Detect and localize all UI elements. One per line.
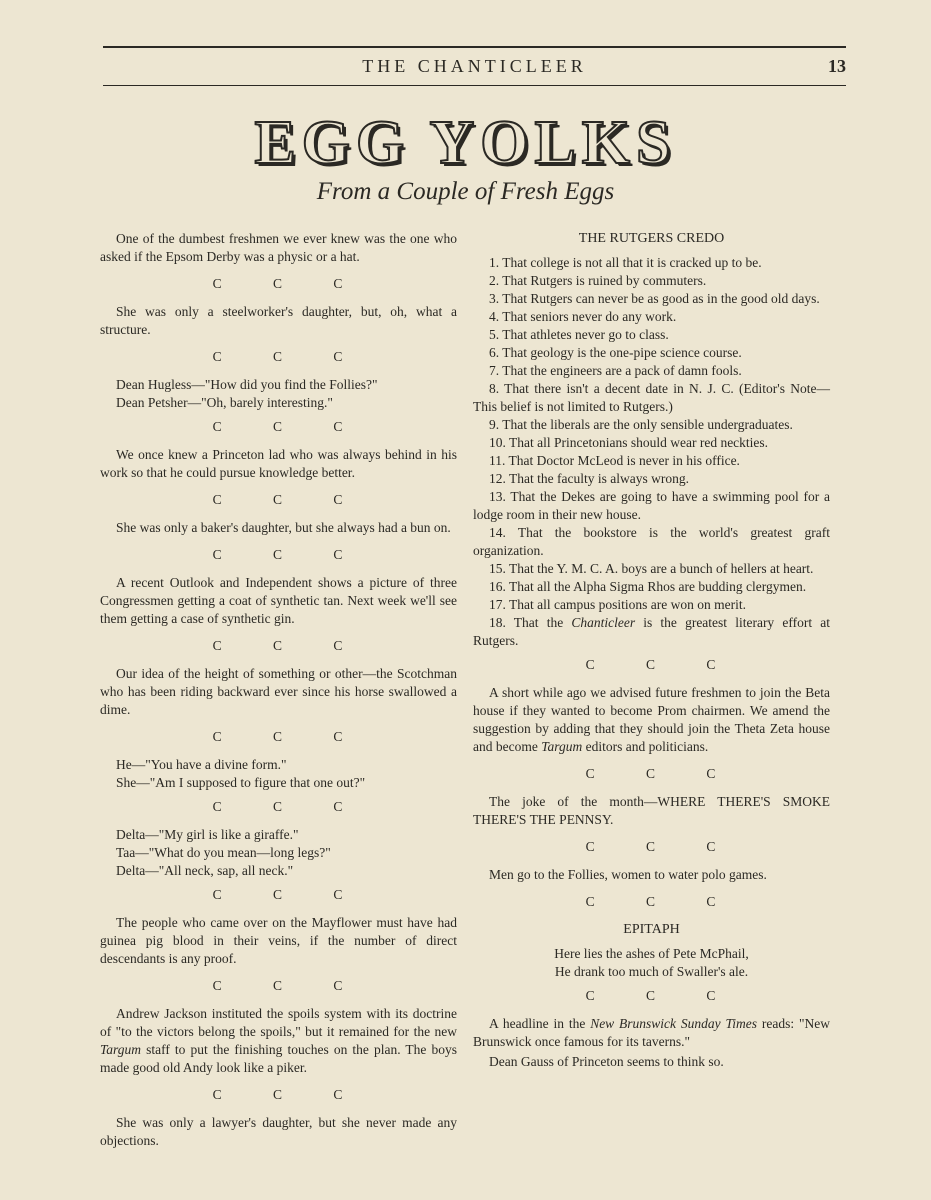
dialogue-line: She—"Am I supposed to figure that one out?": [116, 775, 366, 790]
text-run: is the greatest literary effort at Rutgers.: [473, 615, 830, 648]
dialogue-line: Delta—"My girl is like a giraffe.": [116, 827, 299, 842]
separator: C C C: [585, 894, 740, 909]
joke-paragraph: The joke of the month—WHERE THERE'S SMOKE THERE'S THE PENNSY.: [473, 794, 830, 827]
text-run: A headline in the: [489, 1016, 591, 1031]
separator: C C C: [212, 729, 367, 744]
joke-paragraph: Our idea of the height of something or other—the Scotchman who has been riding backward ever since his horse swallowed a dime.: [100, 666, 457, 717]
credo-item: 17. That all campus positions are won on merit.: [489, 597, 746, 612]
credo-item: 15. That the Y. M. C. A. boys are a bunch of hellers at heart.: [489, 561, 814, 576]
credo-item: [473, 614, 830, 650]
joke-paragraph: We once knew a Princeton lad who was always behind in his work so that he could pursue knowledge better.: [100, 447, 457, 480]
separator: C C C: [585, 657, 740, 672]
dialogue-line: Taa—"What do you mean—long legs?": [116, 845, 331, 860]
publication-title: Targum: [541, 739, 583, 754]
credo-item: 12. That the faculty is always wrong.: [489, 471, 689, 486]
credo-item: 3. That Rutgers can never be as good as in the good old days.: [489, 291, 820, 306]
text-run: A short while ago we advised future freshmen to join the Beta house if they wanted to become Prom chairmen. We amend the suggestion by adding that they should join the Theta Zeta house and become: [473, 685, 830, 754]
page-number: 13: [828, 56, 846, 76]
separator: C C C: [212, 638, 367, 653]
text-run: Andrew Jackson instituted the spoils system with its doctrine of "to the victors belong the spoils," but it remained for the new: [100, 1006, 457, 1039]
credo-item: 10. That all Princetonians should wear red neckties.: [489, 435, 769, 450]
joke-paragraph: [100, 1005, 457, 1077]
separator: C C C: [212, 799, 367, 814]
left-column: [100, 230, 457, 1159]
separator: C C C: [212, 1087, 367, 1102]
joke-paragraph: One of the dumbest freshmen we ever knew was the one who asked if the Epsom Derby was a physic or a hat.: [100, 231, 457, 264]
separator: C C C: [212, 276, 367, 291]
joke-paragraph: Men go to the Follies, women to water polo games.: [489, 867, 767, 882]
publication-title: Chanticleer: [571, 615, 636, 630]
credo-item: 8. That there isn't a decent date in N. J. C. (Editor's Note—This belief is not limited to Rutgers.): [473, 381, 830, 414]
credo-item: 1. That college is not all that it is cracked up to be.: [489, 255, 762, 270]
credo-item: 13. That the Dekes are going to have a swimming pool for a lodge room in their new house.: [473, 489, 830, 522]
article-subtitle: From a Couple of Fresh Eggs: [316, 178, 615, 205]
text-run: staff to put the finishing touches on the plan. The boys made good old Andy look like a piker.: [100, 1042, 457, 1075]
epitaph-line: Here lies the ashes of Pete McPhail,: [554, 946, 749, 961]
publication-title: Targum: [100, 1042, 142, 1057]
separator: C C C: [212, 349, 367, 364]
separator: C C C: [212, 547, 367, 562]
credo-item: 9. That the liberals are the only sensible undergraduates.: [489, 417, 793, 432]
publication-title: New Brunswick Sunday Times: [590, 1016, 758, 1031]
dialogue-line: Delta—"All neck, sap, all neck.": [116, 863, 294, 878]
credo-item: 2. That Rutgers is ruined by commuters.: [489, 273, 707, 288]
credo-item: 11. That Doctor McLeod is never in his office.: [489, 453, 740, 468]
separator: C C C: [212, 492, 367, 507]
credo-title: THE RUTGERS CREDO: [578, 231, 725, 246]
separator: C C C: [212, 419, 367, 434]
article-title: EGG YOLKS: [254, 109, 677, 177]
dialogue-line: Dean Hugless—"How did you find the Follies?": [116, 377, 378, 392]
separator: C C C: [585, 988, 740, 1003]
credo-item: 16. That all the Alpha Sigma Rhos are budding clergymen.: [489, 579, 807, 594]
text-run: 18. That the: [489, 615, 572, 630]
credo-item: 7. That the engineers are a pack of damn fools.: [489, 363, 742, 378]
joke-paragraph: Dean Gauss of Princeton seems to think so.: [489, 1054, 724, 1069]
text-run: reads: "New Brunswick once famous for its taverns.": [473, 1016, 830, 1049]
joke-paragraph: [473, 1015, 830, 1051]
joke-paragraph: She was only a steelworker's daughter, but, oh, what a structure.: [100, 304, 457, 337]
credo-item: 14. That the bookstore is the world's greatest graft organization.: [473, 525, 830, 558]
header-rule-top: [103, 46, 846, 48]
joke-paragraph: A recent Outlook and Independent shows a picture of three Congressmen getting a coat of synthetic tan. Next week we'll see them getting a case of synthetic gin.: [100, 575, 457, 626]
header-rule-bottom: [103, 85, 846, 86]
joke-paragraph: She was only a baker's daughter, but she always had a bun on.: [116, 520, 451, 535]
dialogue-line: Dean Petsher—"Oh, barely interesting.": [116, 395, 333, 410]
epitaph-line: He drank too much of Swaller's ale.: [554, 964, 749, 979]
separator: C C C: [585, 839, 740, 854]
credo-item: 5. That athletes never go to class.: [489, 327, 669, 342]
joke-paragraph: [473, 684, 830, 756]
joke-paragraph: She was only a lawyer's daughter, but she never made any objections.: [100, 1115, 457, 1148]
epitaph-title: EPITAPH: [623, 922, 680, 937]
dialogue-line: He—"You have a divine form.": [116, 757, 287, 772]
right-column: [473, 230, 830, 1080]
running-title: THE CHANTICLEER: [362, 56, 587, 76]
separator: C C C: [212, 978, 367, 993]
separator: C C C: [212, 887, 367, 902]
credo-item: 6. That geology is the one-pipe science course.: [489, 345, 742, 360]
credo-list: [473, 254, 830, 614]
joke-paragraph: The people who came over on the Mayflower must have had guinea pig blood in their veins, if the number of direct descendants is any proof.: [100, 915, 457, 966]
text-run: editors and politicians.: [582, 739, 709, 754]
credo-item: 4. That seniors never do any work.: [489, 309, 677, 324]
separator: C C C: [585, 766, 740, 781]
